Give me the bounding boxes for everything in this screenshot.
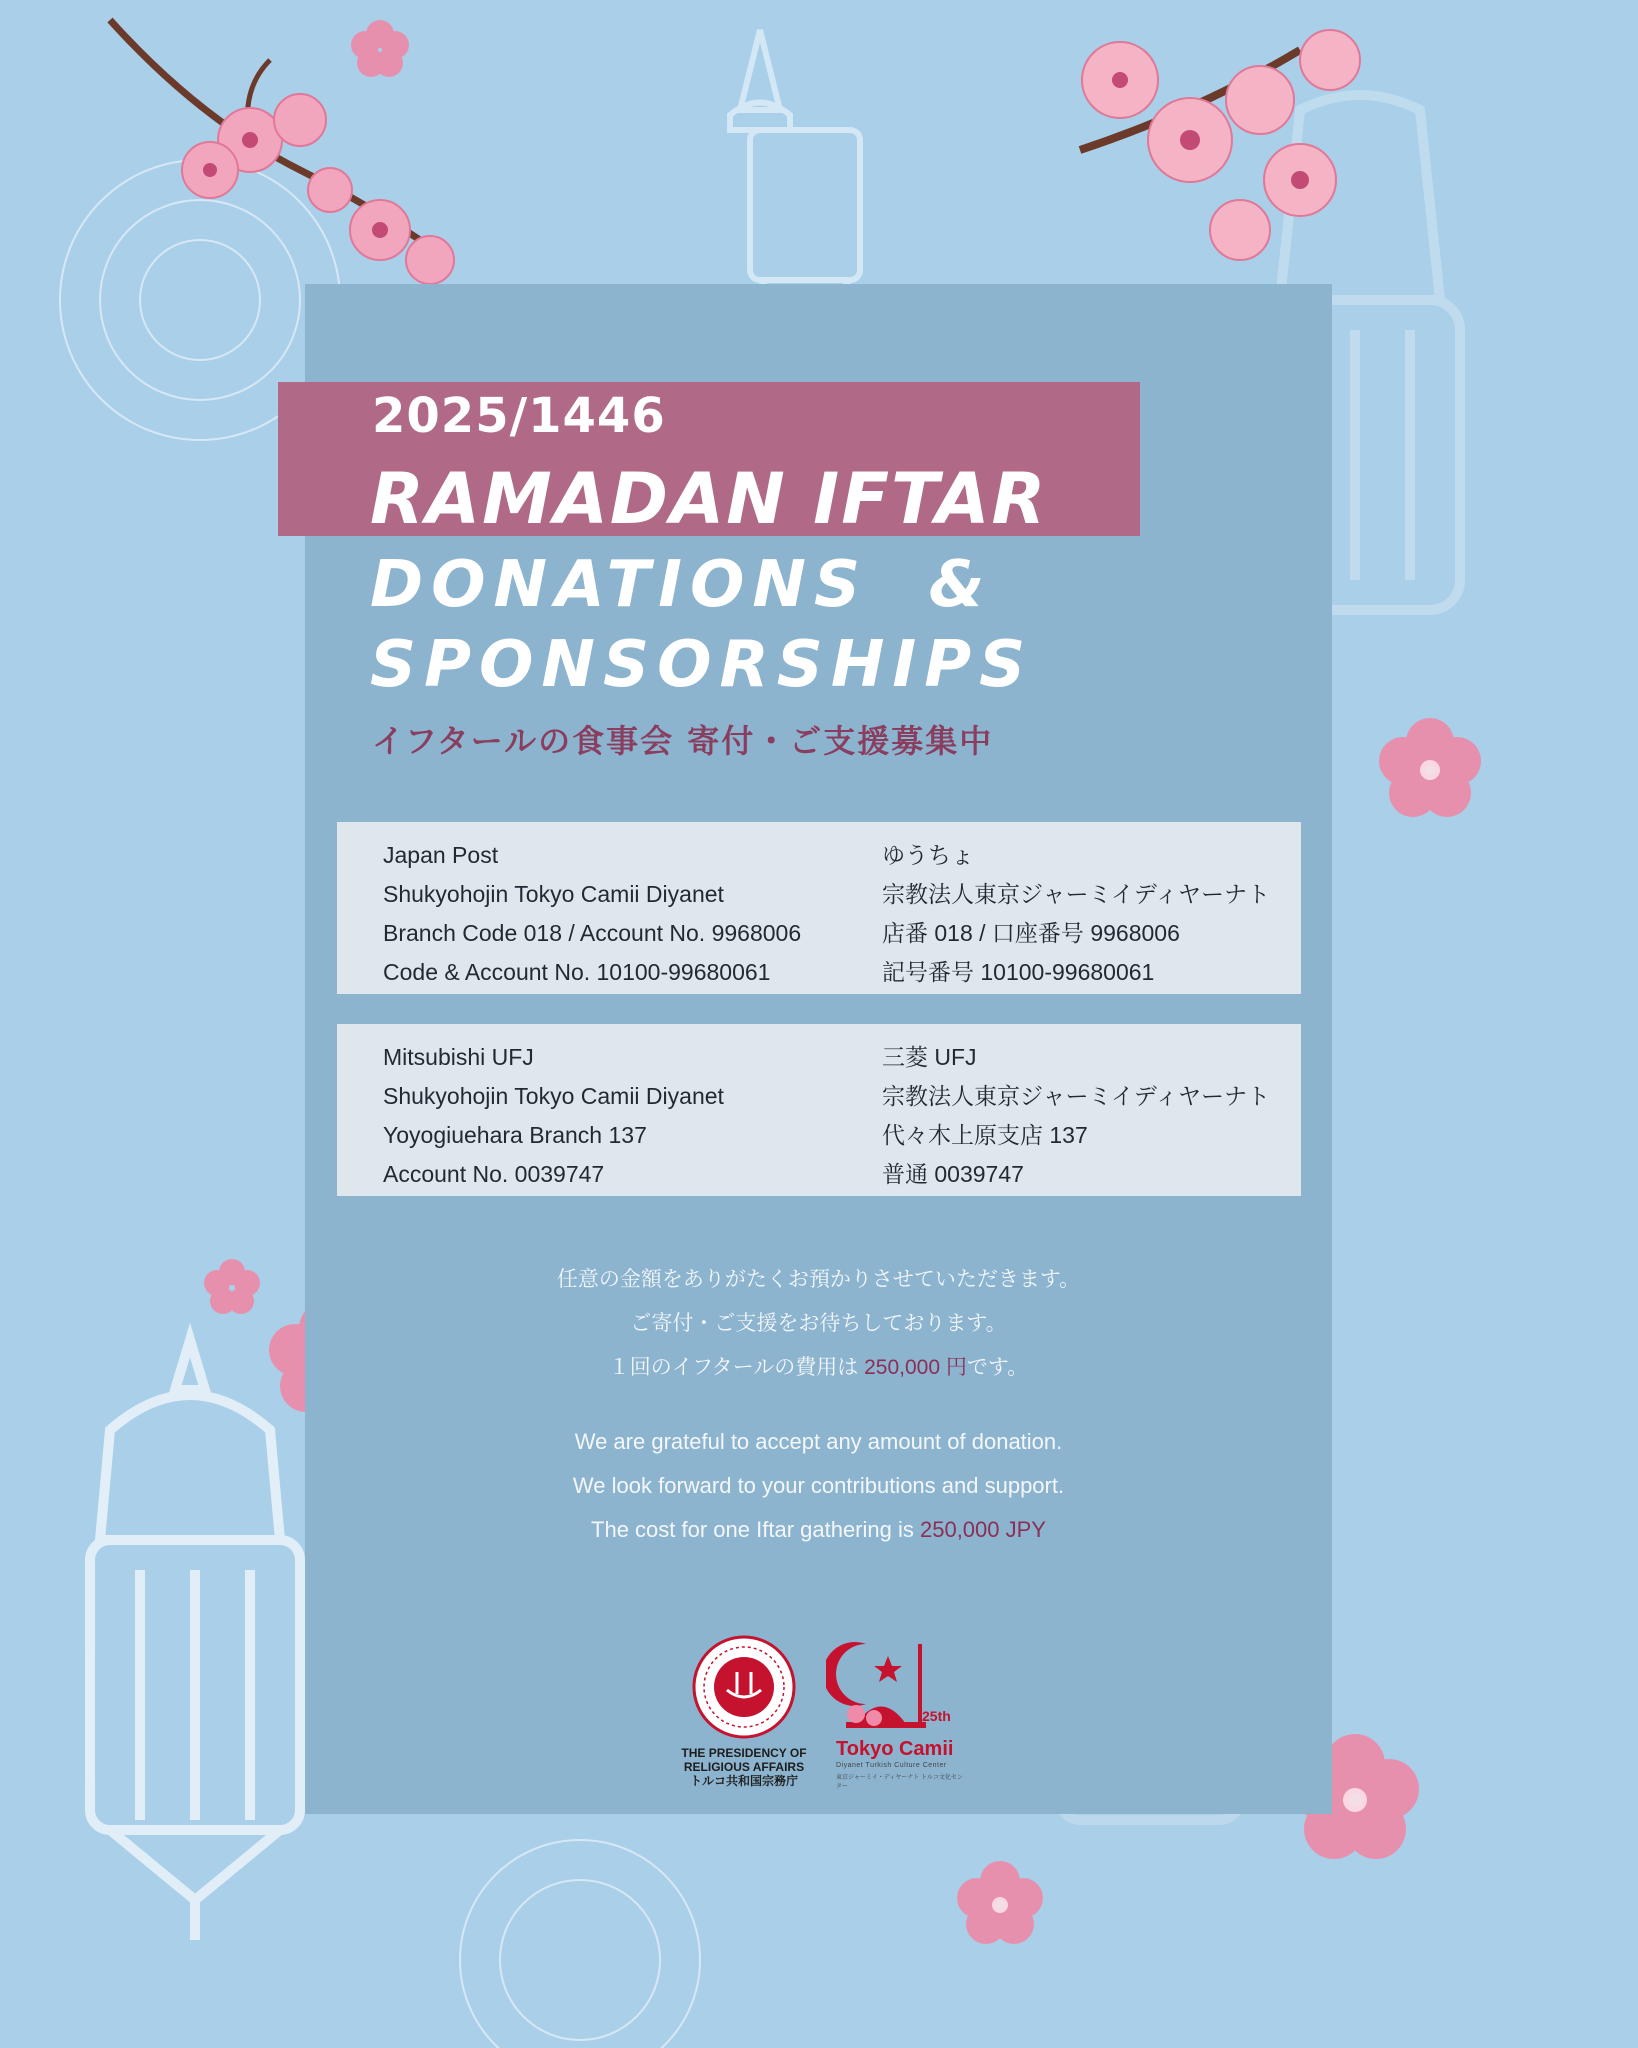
iftar-cost-amount: 250,000 JPY [919,1517,1046,1542]
bank-details-english [383,836,801,992]
anniversary-badge: 25th [922,1708,951,1724]
account-holder: Shukyohojin Tokyo Camii Diyanet [383,881,724,907]
message-text: です。 [966,1356,1029,1379]
bank-name: ゆうちょ [882,842,974,868]
donation-message-english [305,1420,1332,1552]
account-number: Account No. 0039747 [383,1161,605,1187]
code-account: 記号番号 10100-99680061 [882,959,1155,985]
message-line: 任意の金額をありがたくお預かりさせていただきます。 [556,1268,1081,1291]
bank-details-japanese [882,1038,1270,1194]
account-holder: Shukyohojin Tokyo Camii Diyanet [383,1083,724,1109]
bank-account-japan-post [337,822,1301,994]
tokyo-camii-logo [826,1634,963,1790]
account-holder: 宗教法人東京ジャーミイディヤーナト [882,881,1271,907]
branch-account: Branch Code 018 / Account No. 9968006 [383,920,802,946]
iftar-cost-amount: 250,000 円 [864,1356,967,1379]
message-line [305,1508,1332,1552]
message-line [305,1346,1332,1390]
bank-name: Japan Post [383,842,499,868]
japanese-subtitle: イフタールの食事会 寄付・ご支援募集中 [372,722,994,760]
logo-caption: THE PRESIDENCY OF [681,1746,807,1760]
bank-name: Mitsubishi UFJ [383,1044,534,1070]
code-account: Code & Account No. 10100-99680061 [383,959,771,985]
branch: Yoyogiuehara Branch 137 [383,1122,647,1148]
message-text: The cost for one Iftar gathering is [591,1517,920,1542]
bank-details-english [383,1038,724,1194]
logo-name: Tokyo Camii [836,1738,954,1760]
bank-name: 三菱 UFJ [882,1044,977,1070]
logo-subtitle: Diyanet Turkish Culture Center [836,1762,947,1769]
message-line: We look forward to your contributions and support. [572,1473,1065,1498]
branch: 代々木上原支店 137 [882,1122,1088,1148]
message-text: １回のイフタールの費用は [608,1356,865,1379]
message-line: We are grateful to accept any amount of donation. [574,1429,1063,1454]
lantern-icon [90,1340,300,1940]
account-holder: 宗教法人東京ジャーミイディヤーナト [882,1083,1271,1109]
logo-subtitle-jp: 東京ジャーミイ・ディヤーナト トルコ文化センター [836,1775,963,1790]
presidency-religious-affairs-logo [664,1632,824,1788]
donation-message-japanese [305,1258,1332,1390]
title-line-1: RAMADAN IFTAR [370,458,1048,540]
presidency-seal-icon [689,1632,799,1742]
bank-details-japanese [882,836,1270,992]
branch-account: 店番 018 / 口座番号 9968006 [882,920,1180,946]
year-label: 2025/1446 [372,388,666,444]
title-line-2: DONATIONS & [370,548,993,622]
logo-caption: トルコ共和国宗務庁 [689,1774,798,1788]
logo-caption: RELIGIOUS AFFAIRS [683,1760,805,1774]
bank-account-mitsubishi-ufj [337,1024,1301,1196]
message-line: ご寄付・ご支援をお待ちしております。 [630,1312,1007,1335]
cherry-blossom-branch-icon [1080,30,1360,260]
account-number: 普通 0039747 [882,1161,1024,1187]
title-line-3: SPONSORSHIPS [370,628,1034,702]
